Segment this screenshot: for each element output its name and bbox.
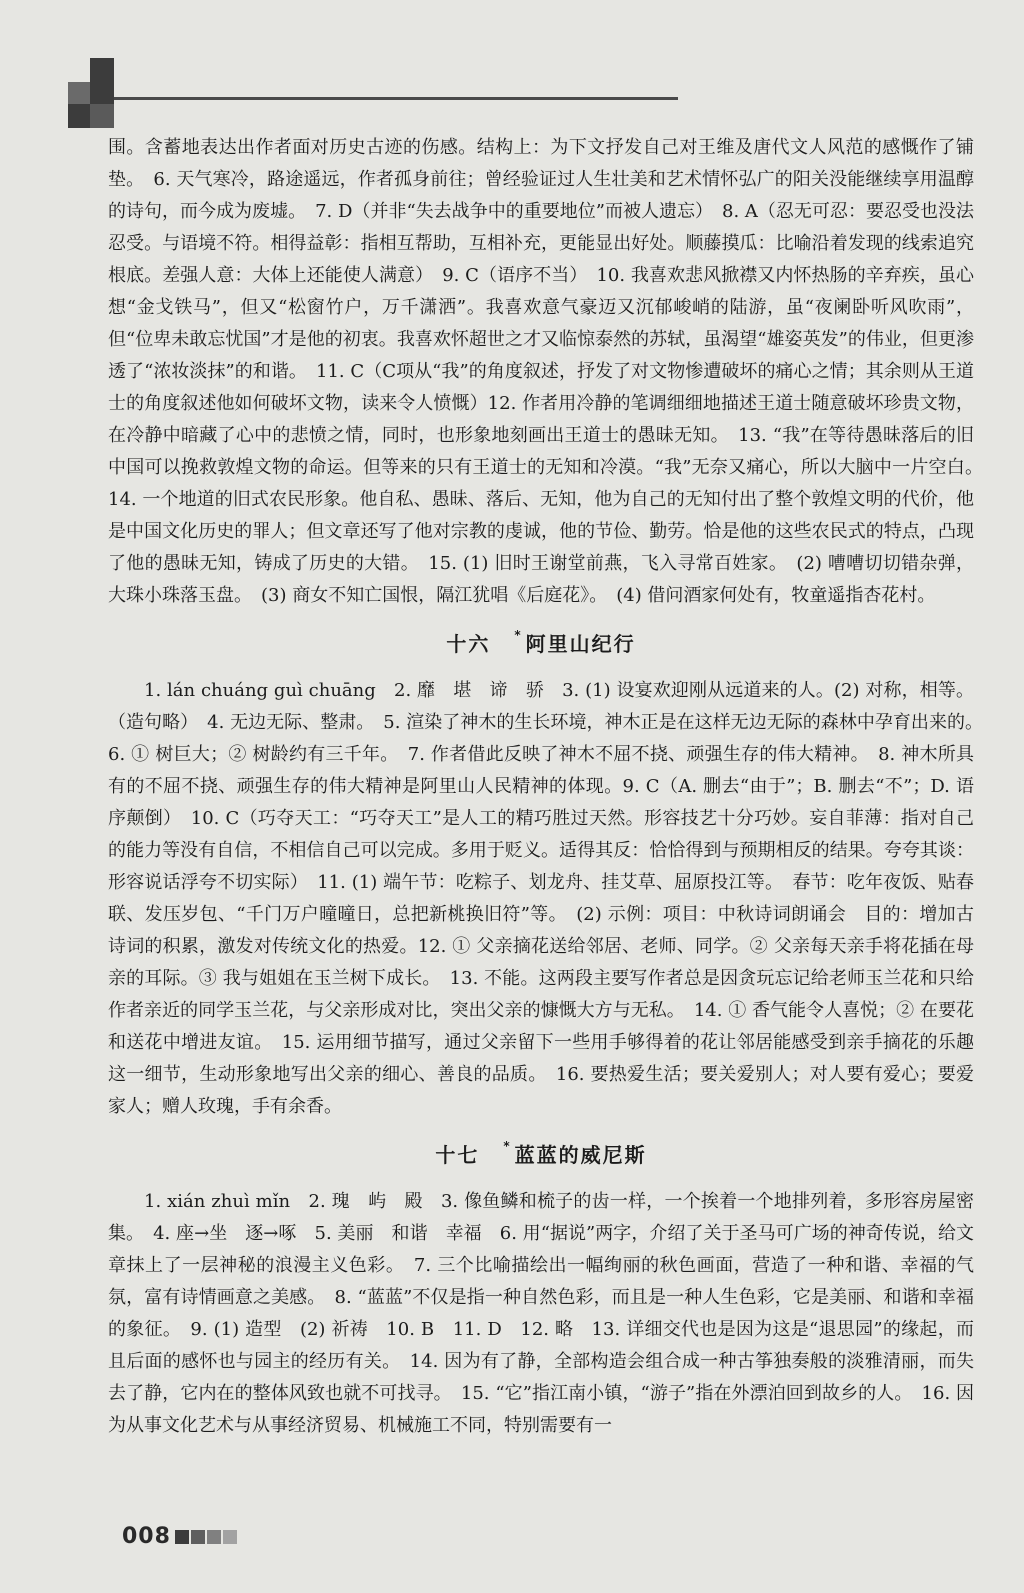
page-footer xyxy=(122,1524,237,1549)
section-16-answers: 1. lán chuáng guì chuāng 2. 靡 堪 谛 骄 3. (1) 设宴欢迎刚从远道来的人。(2) 对称，相等。（造句略） 4. 无边无际、整肃。 5. 渲染了神木的生长环境，神木正是在这样无边无际的森林中孕育出来的。 6. ① 树巨大；② 树龄约有三千年。 7. 作者借此反映了神木不屈不挠、顽强生存的伟大精神。 8. 神木所具有的不屈不挠、顽强生存的伟大精神是阿里山人民精神的体现。9. C（A. 删去“由于”；B. 删去“不”；D. 语序颠倒） 10. C（巧夺天工：“巧夺天工”是人工的精巧胜过天然。形容技艺十分巧妙。妄自菲薄：指对自己的能力等没有自信，不相信自己可以完成。多用于贬义。适得其反：恰恰得到与预期相反的结果。夸夸其谈：形容说话浮夸不切实际） 11. (1) 端午节：吃粽子、划龙舟、挂艾草、屈原投江等。 春节：吃年夜饭、贴春联、发压岁包、“千门万户曈曈日，总把新桃换旧符”等。 (2) 示例：项目：中秋诗词朗诵会 目的：增加古诗词的积累，激发对传统文化的热爱。12. ① 父亲摘花送给邻居、老师、同学。② 父亲每天亲手将花插在母亲的耳际。③ 我与姐姐在玉兰树下成长。 13. 不能。这两段主要写作者总是因贪玩忘记给老师玉兰花和只给作者亲近的同学玉兰花，与父亲形成对比，突出父亲的慷慨大方与无私。 14. ① 香气能令人喜悦；② 在要花和送花中增进友谊。 15. 运用细节描写，通过父亲留下一些用手够得着的花让邻居能感受到亲手摘花的乐趣这一细节，生动形象地写出父亲的细心、善良的品质。 16. 要热爱生活；要关爱别人；对人要有爱心；要爱家人；赠人玫瑰，手有余香。 xyxy=(108,680,992,1117)
page-content xyxy=(108,132,992,1442)
header-rule xyxy=(114,97,678,100)
footer-square xyxy=(191,1530,205,1544)
section-16-title: 阿里山纪行 xyxy=(525,632,636,656)
header-decoration xyxy=(68,58,118,130)
footer-square xyxy=(207,1530,221,1544)
section-17-number: 十七 xyxy=(435,1143,480,1167)
footer-decoration xyxy=(173,1530,237,1544)
footer-square xyxy=(223,1530,237,1544)
intro-answers: 围。含蓄地表达出作者面对历史古迹的伤感。结构上：为下文抒发自己对王维及唐代文人风范的感慨作了铺垫。 6. 天气寒冷，路途遥远，作者孤身前往；曾经验证过人生壮美和艺术情怀弘广的阳关没能继续享用温醇的诗句，而今成为废墟。 7. D（并非“失去战争中的重要地位”而被人遗忘） 8. A（忍无可忍：要忍受也没法忍受。与语境不符。相得益彰：指相互帮助，互相补充，更能显出好处。顺藤摸瓜：比喻沿着发现的线索追究根底。差强人意：大体上还能使人满意） 9. C（语序不当） 10. 我喜欢悲风掀襟又内怀热肠的辛弃疾，虽心想“金戈铁马”，但又“松窗竹户，万千潇洒”。我喜欢意气豪迈又沉郁峻峭的陆游，虽“夜阑卧听风吹雨”，但“位卑未敢忘忧国”才是他的初衷。我喜欢怀超世之才又临惊泰然的苏轼，虽渴望“雄姿英发”的伟业，但更渗透了“浓妆淡抹”的和谐。 11. C（C项从“我”的角度叙述，抒发了对文物惨遭破坏的痛心之情；其余则从王道士的角度叙述他如何破坏文物，读来令人愤慨）12. 作者用冷静的笔调细细地描述王道士随意破坏珍贵文物，在冷静中暗藏了心中的悲愤之情，同时，也形象地刻画出王道士的愚昧无知。 13. “我”在等待愚昧落后的旧中国可以挽救敦煌文物的命运。但等来的只有王道士的无知和冷漠。“我”无奈又痛心，所以大脑中一片空白。 14. 一个地道的旧式农民形象。他自私、愚昧、落后、无知，他为自己的无知付出了整个敦煌文明的代价，他是中国文化历史的罪人；但文章还写了他对宗教的虔诚，他的节俭、勤劳。恰是他的这些农民式的特点，凸现了他的愚昧无知，铸成了历史的大错。 15. (1) 旧时王谢堂前燕，飞入寻常百姓家。 (2) 嘈嘈切切错杂弹，大珠小珠落玉盘。 (3) 商女不知亡国恨，隔江犹唱《后庭花》。 (4) 借问酒家何处有，牧童遥指杏花村。 xyxy=(108,137,992,606)
footer-square xyxy=(175,1530,189,1544)
section-16-heading xyxy=(108,628,974,657)
decor-square xyxy=(90,104,114,128)
section-17-answers: 1. xián zhuì mǐn 2. 瑰 屿 殿 3. 像鱼鳞和梳子的齿一样，一个挨着一个地排列着，多形容房屋密集。 4. 座→坐 逐→啄 5. 美丽 和谐 幸福 6. 用“据说”两字，介绍了关于圣马可广场的神奇传说，给文章抹上了一层神秘的浪漫主义色彩。 7. 三个比喻描绘出一幅绚丽的秋色画面，营造了一种和谐、幸福的气氛，富有诗情画意之美感。 8. “蓝蓝”不仅是指一种自然色彩，而且是一种人生色彩，它是美丽、和谐和幸福的象征。 9. (1) 造型 (2) 祈祷 10. B 11. D 12. 略 13. 详细交代也是因为这是“退思园”的缘起，而且后面的感怀也与园主的经历有关。 14. 因为有了静，全部构造会组合成一种古筝独奏般的淡雅清丽，而失去了静，它内在的整体风致也就不可找寻。 15. “它”指江南小镇，“游子”指在外漂泊回到故乡的人。 16. 因为从事文化艺术与从事经济贸易、机械施工不同，特别需要有一 xyxy=(108,1191,974,1436)
section-17-star: * xyxy=(503,1139,512,1153)
decor-square xyxy=(90,58,114,82)
section-17-heading xyxy=(108,1139,974,1168)
decor-square xyxy=(90,82,114,104)
decor-square xyxy=(68,82,90,104)
page-number: 008 xyxy=(122,1524,171,1549)
section-16-star: * xyxy=(514,628,523,642)
section-17-title: 蓝蓝的威尼斯 xyxy=(514,1143,647,1167)
section-16-number: 十六 xyxy=(446,632,491,656)
decor-square xyxy=(68,104,90,128)
